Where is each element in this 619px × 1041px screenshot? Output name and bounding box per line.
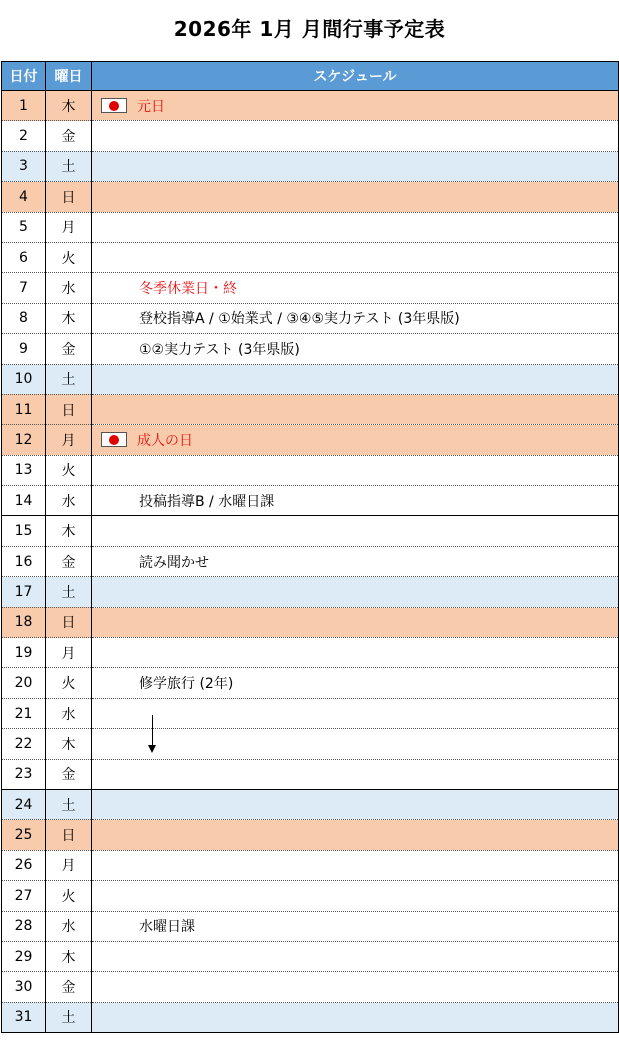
- day-of-week-cell: 土: [46, 789, 92, 819]
- day-of-week-cell: 木: [46, 941, 92, 971]
- table-row: [2, 607, 619, 637]
- table-row: [2, 151, 619, 181]
- table-row: [2, 638, 619, 668]
- date-cell: 11: [2, 394, 46, 424]
- table-row: [2, 1002, 619, 1032]
- schedule-cell: [92, 668, 619, 698]
- day-of-week-cell: 木: [46, 729, 92, 759]
- table-row: [2, 455, 619, 485]
- date-cell: 17: [2, 577, 46, 607]
- day-of-week-cell: 水: [46, 911, 92, 941]
- schedule-cell: [92, 516, 619, 546]
- day-of-week-cell: 土: [46, 577, 92, 607]
- schedule-cell: [92, 334, 619, 364]
- schedule-cell: [92, 1002, 619, 1032]
- date-cell: 8: [2, 303, 46, 333]
- date-cell: 2: [2, 121, 46, 151]
- date-cell: 31: [2, 1002, 46, 1032]
- schedule-text: 成人の日: [137, 432, 193, 449]
- schedule-text: 投稿指導B / 水曜日課: [139, 493, 275, 510]
- date-cell: 27: [2, 881, 46, 911]
- schedule-cell: [92, 303, 619, 333]
- day-of-week-cell: 火: [46, 242, 92, 272]
- date-cell: 3: [2, 151, 46, 181]
- schedule-cell: [92, 546, 619, 576]
- table-row: [2, 577, 619, 607]
- date-cell: 12: [2, 425, 46, 455]
- table-row: [2, 91, 619, 121]
- day-of-week-cell: 火: [46, 881, 92, 911]
- header-day-of-week: 曜日: [46, 62, 92, 91]
- schedule-cell: [92, 91, 619, 121]
- date-cell: 24: [2, 789, 46, 819]
- day-of-week-cell: 火: [46, 668, 92, 698]
- day-of-week-cell: 月: [46, 638, 92, 668]
- day-of-week-cell: 木: [46, 303, 92, 333]
- day-of-week-cell: 月: [46, 212, 92, 242]
- date-cell: 5: [2, 212, 46, 242]
- date-cell: 20: [2, 668, 46, 698]
- date-cell: 1: [2, 91, 46, 121]
- table-row: [2, 941, 619, 971]
- table-row: [2, 546, 619, 576]
- day-of-week-cell: 水: [46, 273, 92, 303]
- date-cell: 16: [2, 546, 46, 576]
- schedule-cell: [92, 394, 619, 424]
- date-cell: 13: [2, 455, 46, 485]
- table-row: [2, 759, 619, 789]
- schedule-text: 水曜日課: [139, 919, 195, 936]
- table-row: [2, 121, 619, 151]
- table-row: [2, 212, 619, 242]
- table-row: [2, 273, 619, 303]
- date-cell: 21: [2, 698, 46, 728]
- day-of-week-cell: 水: [46, 486, 92, 516]
- schedule-cell: [92, 729, 619, 759]
- table-row: [2, 881, 619, 911]
- schedule-cell: [92, 212, 619, 242]
- schedule-text: 登校指導A / ①始業式 / ③④⑤実力テスト (3年県版): [139, 311, 460, 328]
- schedule-cell: [92, 972, 619, 1002]
- date-cell: 30: [2, 972, 46, 1002]
- date-cell: 4: [2, 182, 46, 212]
- table-row: [2, 820, 619, 850]
- date-cell: 29: [2, 941, 46, 971]
- schedule-cell: [92, 698, 619, 728]
- page-title: 2026年 1月 月間行事予定表: [173, 17, 446, 41]
- date-cell: 7: [2, 273, 46, 303]
- day-of-week-cell: 土: [46, 1002, 92, 1032]
- schedule-text: 修学旅行 (2年): [139, 676, 234, 693]
- table-row: [2, 698, 619, 728]
- date-cell: 28: [2, 911, 46, 941]
- schedule-cell: [92, 759, 619, 789]
- schedule-cell: [92, 455, 619, 485]
- table-row: [2, 972, 619, 1002]
- date-cell: 18: [2, 607, 46, 637]
- header-date: 日付: [2, 62, 46, 91]
- schedule-cell: [92, 789, 619, 819]
- day-of-week-cell: 金: [46, 334, 92, 364]
- table-row: [2, 668, 619, 698]
- date-cell: 22: [2, 729, 46, 759]
- date-cell: 14: [2, 486, 46, 516]
- table-row: [2, 394, 619, 424]
- date-cell: 23: [2, 759, 46, 789]
- date-cell: 26: [2, 850, 46, 880]
- schedule-cell: [92, 121, 619, 151]
- day-of-week-cell: 日: [46, 607, 92, 637]
- date-cell: 6: [2, 242, 46, 272]
- table-header-row: [2, 62, 619, 91]
- date-cell: 25: [2, 820, 46, 850]
- japan-flag-icon: [101, 98, 127, 113]
- date-cell: 9: [2, 334, 46, 364]
- day-of-week-cell: 金: [46, 546, 92, 576]
- schedule-cell: [92, 881, 619, 911]
- day-of-week-cell: 土: [46, 364, 92, 394]
- day-of-week-cell: 木: [46, 91, 92, 121]
- schedule-text: ①②実力テスト (3年県版): [139, 341, 300, 358]
- table-row: [2, 334, 619, 364]
- day-of-week-cell: 木: [46, 516, 92, 546]
- schedule-cell: [92, 607, 619, 637]
- table-row: [2, 911, 619, 941]
- schedule-cell: [92, 941, 619, 971]
- schedule-cell: [92, 242, 619, 272]
- schedule-table: [1, 61, 619, 1033]
- day-of-week-cell: 金: [46, 972, 92, 1002]
- schedule-cell: [92, 425, 619, 455]
- table-row: [2, 789, 619, 819]
- schedule-text: 読み聞かせ: [139, 554, 209, 571]
- day-of-week-cell: 土: [46, 151, 92, 181]
- day-of-week-cell: 火: [46, 455, 92, 485]
- header-schedule: スケジュール: [92, 62, 619, 91]
- day-of-week-cell: 日: [46, 820, 92, 850]
- day-of-week-cell: 金: [46, 759, 92, 789]
- day-of-week-cell: 金: [46, 121, 92, 151]
- schedule-cell: [92, 182, 619, 212]
- table-row: [2, 850, 619, 880]
- table-row: [2, 182, 619, 212]
- day-of-week-cell: 月: [46, 850, 92, 880]
- table-row: [2, 486, 619, 516]
- day-of-week-cell: 日: [46, 394, 92, 424]
- table-row: [2, 729, 619, 759]
- date-cell: 10: [2, 364, 46, 394]
- table-row: [2, 303, 619, 333]
- table-row: [2, 516, 619, 546]
- date-cell: 15: [2, 516, 46, 546]
- schedule-cell: [92, 850, 619, 880]
- schedule-cell: [92, 273, 619, 303]
- schedule-cell: [92, 486, 619, 516]
- schedule-cell: [92, 638, 619, 668]
- date-cell: 19: [2, 638, 46, 668]
- schedule-cell: [92, 151, 619, 181]
- schedule-cell: [92, 820, 619, 850]
- table-row: [2, 242, 619, 272]
- day-of-week-cell: 月: [46, 425, 92, 455]
- schedule-cell: [92, 364, 619, 394]
- day-of-week-cell: 水: [46, 698, 92, 728]
- schedule-text: 冬季休業日・終: [139, 281, 237, 298]
- schedule-cell: [92, 911, 619, 941]
- schedule-cell: [92, 577, 619, 607]
- japan-flag-icon: [101, 432, 127, 447]
- day-of-week-cell: 日: [46, 182, 92, 212]
- table-row: [2, 364, 619, 394]
- schedule-text: 元日: [137, 98, 165, 115]
- table-row: [2, 425, 619, 455]
